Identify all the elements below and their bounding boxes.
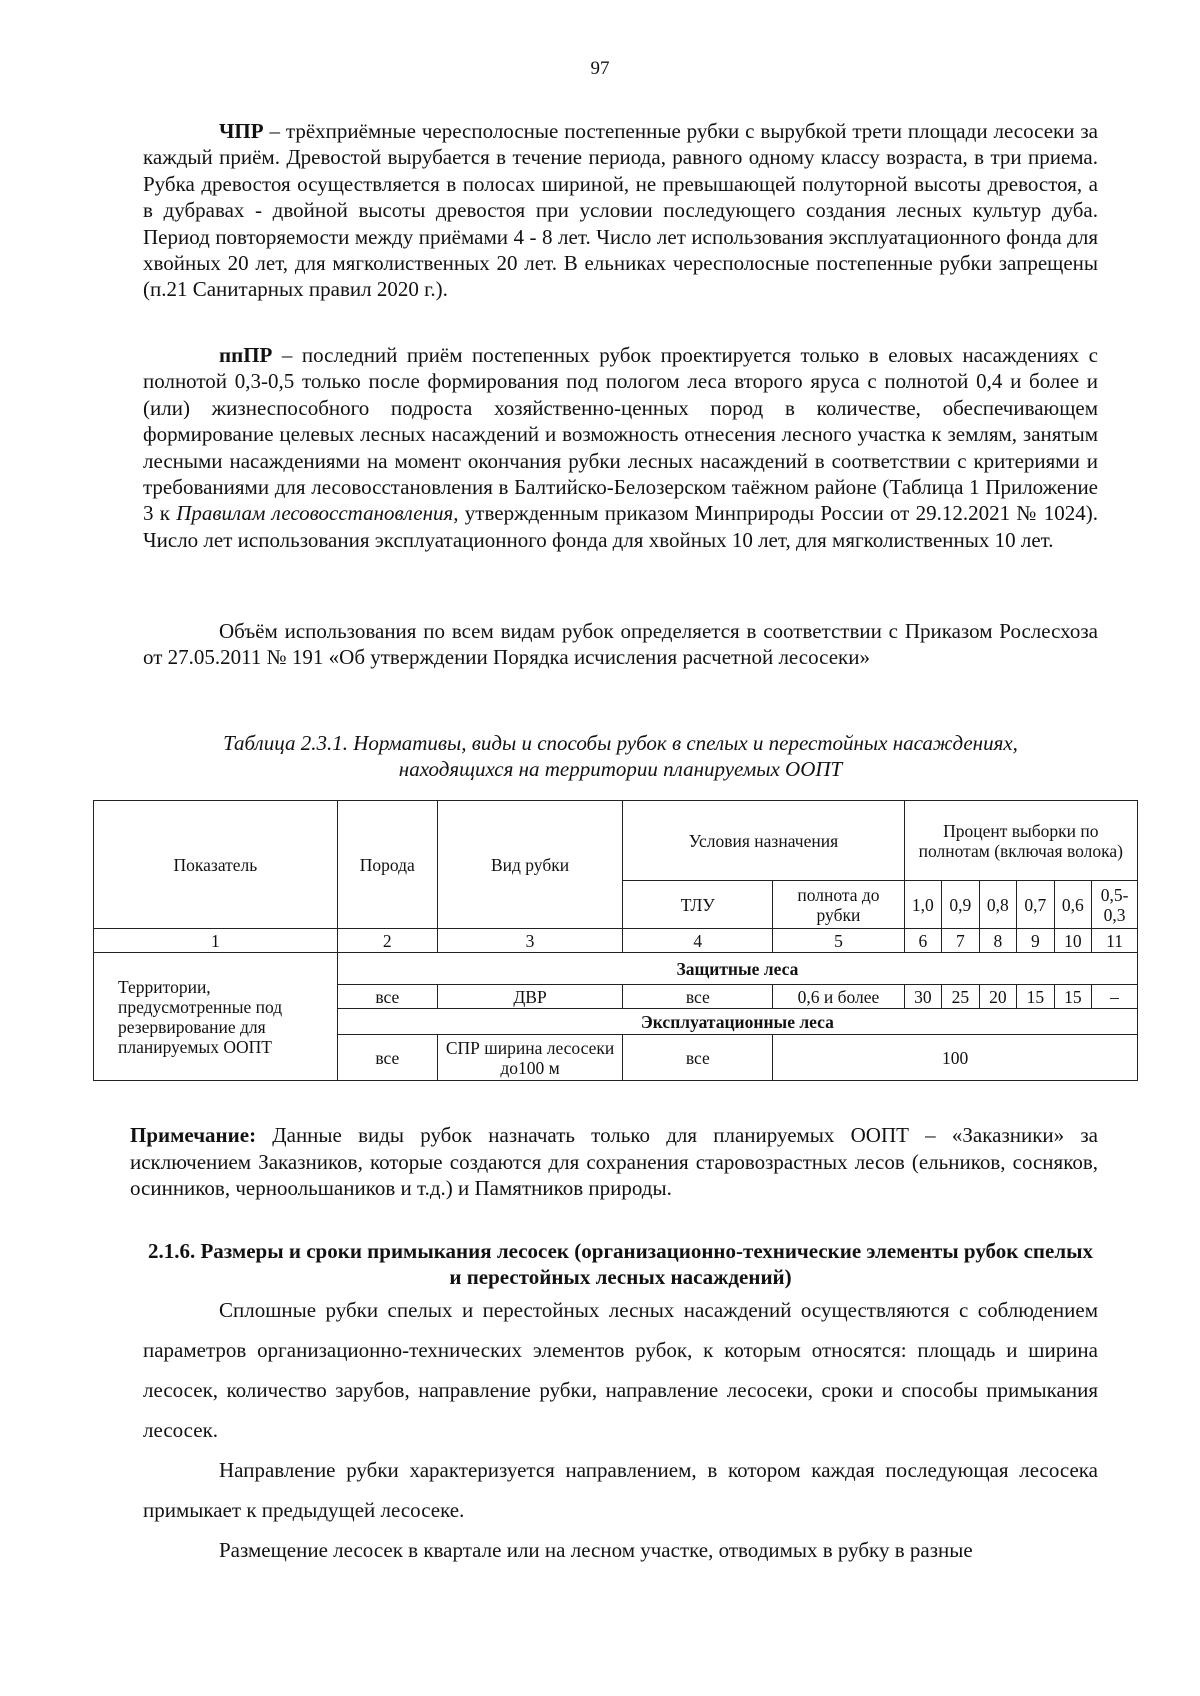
- norms-table: [93, 800, 1138, 1081]
- header-density-col: 0,9: [942, 881, 980, 929]
- row1-value: 30: [904, 985, 942, 1009]
- header-cut-type: Вид рубки: [437, 801, 622, 929]
- column-number: 1: [94, 929, 338, 953]
- body-paragraph: Сплошные рубки спелых и перестойных лесных насаждений осуществляются с соблюдением параметров организационно-технических элементов рубок, к которым относятся: площадь и ширина лесосек, количество зарубов, направление рубки, направление лесосеки, сроки и способы примыкания лесосек.: [143, 1298, 1098, 1442]
- header-species: Порода: [337, 801, 437, 929]
- term-pppr: ппПР: [219, 343, 273, 367]
- row1-value: 25: [942, 985, 980, 1009]
- row2-value: 100: [773, 1035, 1138, 1081]
- row2-species: все: [337, 1035, 437, 1081]
- page-number: 97: [590, 58, 610, 79]
- term-chpr: ЧПР: [219, 119, 264, 143]
- header-indicator: Показатель: [94, 801, 338, 929]
- paragraph-volume: Объём использования по всем видам рубок определяется в соответствии с Приказом Рослесхоза от 27.05.2011 № 191 «Об утверждении Порядка исчисления расчетной лесосеки»: [143, 619, 1098, 670]
- column-number: 4: [623, 929, 773, 953]
- column-number: 2: [337, 929, 437, 953]
- body-paragraph: Направление рубки характеризуется направлением, в котором каждая последующая лесосека примыкает к предыдущей лесосеке.: [143, 1458, 1098, 1522]
- body-paragraph: Размещение лесосек в квартале или на лесном участке, отводимых в рубку в разные: [219, 1538, 973, 1562]
- table-caption-line2: находящихся на территории планируемых ООПТ: [398, 757, 843, 781]
- column-number: 7: [942, 929, 980, 953]
- row1-value: –: [1092, 985, 1138, 1009]
- section-protective-forests: Защитные леса: [337, 953, 1137, 985]
- row1-value: 20: [979, 985, 1017, 1009]
- column-number: 3: [437, 929, 622, 953]
- note-label: Примечание:: [130, 1123, 257, 1147]
- header-density-col: 0,8: [979, 881, 1017, 929]
- row1-density: 0,6 и более: [773, 985, 904, 1009]
- paragraph-chpr: [143, 118, 1098, 303]
- column-number: 8: [979, 929, 1017, 953]
- header-density-before: полнота до рубки: [773, 881, 904, 929]
- row2-cut: СПР ширина лесосеки до100 м: [437, 1035, 622, 1081]
- header-density-col: 1,0: [904, 881, 942, 929]
- column-number: 11: [1092, 929, 1138, 953]
- section-body: [143, 1290, 1098, 1570]
- header-conditions: Условия назначения: [623, 801, 904, 881]
- paragraph-chpr-text: – трёхприёмные чересполосные постепенные рубки с вырубкой трети площади лесосеки за каждый приём. Древостой вырубается в течение периода, равного одному классу возраста, в три приема. Рубка древостоя осуществляется в полосах шириной, не превышающей полуторной высоты древостоя, а в дубравах - двойной высоты древостоя при условии последующего создания лесных культур дуба. Период повторяемости между приёмами 4 - 8 лет. Число лет использования эксплуатационного фонда для хвойных 20 лет, для мягколиственных 20 лет. В ельниках чересполосные постепенные рубки запрещены (п.21 Санитарных правил 2020 г.).: [143, 119, 1098, 302]
- column-number: 10: [1054, 929, 1092, 953]
- row2-tlu: все: [623, 1035, 773, 1081]
- section-heading: 2.1.6. Размеры и сроки примыкания лесосек (организационно-технические элементы рубок спелых и перестойных лесных насаждений): [147, 1239, 1094, 1289]
- header-density-col: 0,6: [1054, 881, 1092, 929]
- column-number: 9: [1017, 929, 1055, 953]
- row1-value: 15: [1054, 985, 1092, 1009]
- row-label: Территории, предусмотренные под резервирование для планируемых ООПТ: [94, 953, 338, 1081]
- note-text: Данные виды рубок назначать только для планируемых ООПТ – «Заказники» за исключением Заказников, которые создаются для сохранения старовозрастных лесов (ельников, сосняков, осинников, черноольшаников и т.д.) и Памятников природы.: [130, 1123, 1098, 1200]
- header-density-col: 0,7: [1017, 881, 1055, 929]
- note: [130, 1122, 1098, 1202]
- table-caption: [143, 730, 1098, 782]
- paragraph-pppr: [143, 342, 1098, 553]
- section-exploitation-forests: Эксплуатационные леса: [337, 1009, 1137, 1035]
- header-percent: Процент выборки по полнотам (включая волока): [904, 801, 1137, 881]
- header-density-col: 0,5-0,3: [1092, 881, 1138, 929]
- paragraph-pppr-italic: Правилам лесовосстановления: [176, 501, 454, 526]
- column-number: 6: [904, 929, 942, 953]
- row1-value: 15: [1017, 985, 1055, 1009]
- paragraph-pppr-text-b: , утвержденным приказом Минприроды России от 29.12.2021 № 1024). Число лет использования эксплуатационного фонда для хвойных 10 лет, для мягколиственных 10 лет.: [143, 501, 1099, 552]
- row1-cut: ДВР: [437, 985, 622, 1009]
- row1-tlu: все: [623, 985, 773, 1009]
- column-number: 5: [773, 929, 904, 953]
- table-caption-line1: Таблица 2.3.1. Нормативы, виды и способы рубок в спелых и перестойных насаждениях,: [223, 731, 1018, 755]
- paragraph-pppr-text-a: – последний приём постепенных рубок проектируется только в еловых насаждениях с полнотой 0,3-0,5 только после формирования под пологом леса второго яруса с полнотой 0,4 и более и (или) жизнеспособного подроста хозяйственно-ценных пород в количестве, обеспечивающем формирование целевых лесных насаждений и возможность отнесения лесного участка к землям, занятым лесными насаждениями на момент окончания рубки лесных насаждений в соответствии с критериями и требованиями для лесовосстановления в Балтийско-Белозерском таёжном районе (Таблица 1 Приложение 3 к: [143, 343, 1098, 526]
- row1-species: все: [337, 985, 437, 1009]
- header-tlu: ТЛУ: [623, 881, 773, 929]
